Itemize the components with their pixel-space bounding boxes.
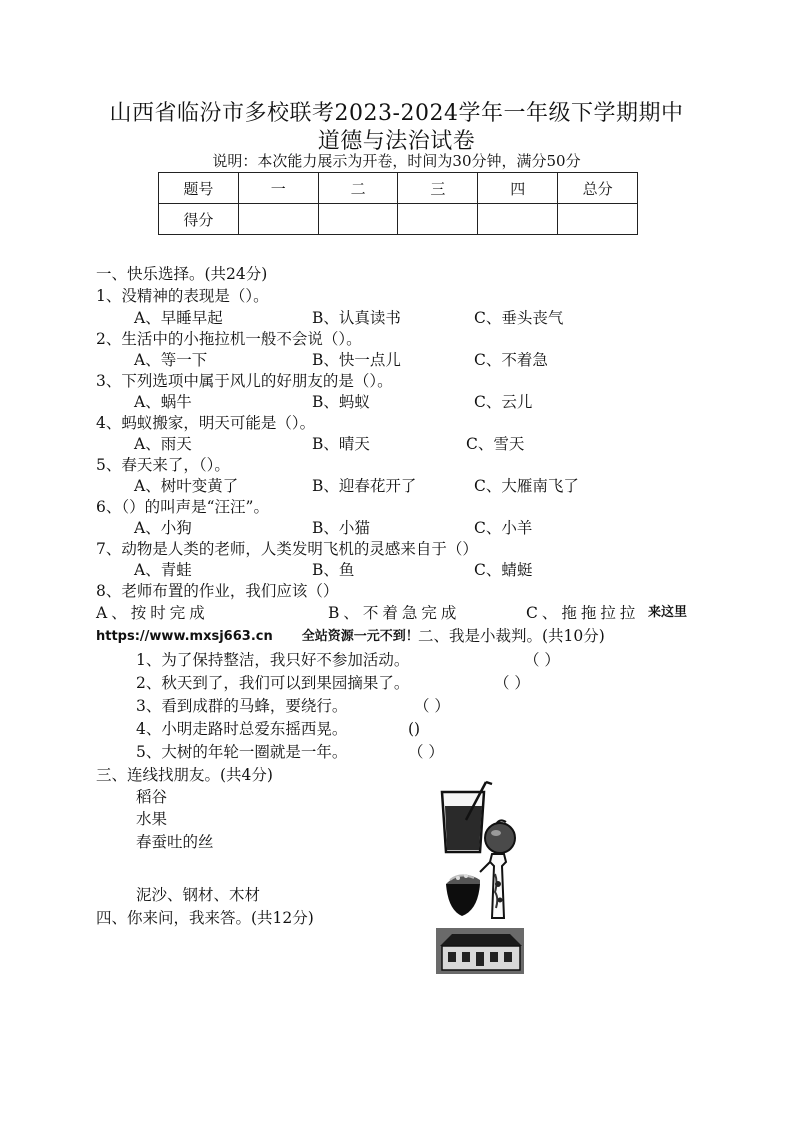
judge-bracket-4[interactable]: () <box>408 720 421 738</box>
option-8b[interactable]: B、不着急完成 <box>328 604 461 622</box>
silk-dress-icon[interactable] <box>478 852 518 922</box>
judge-item-2: 2、秋天到了，我们可以到果园摘果了。 <box>136 674 410 692</box>
option-1c[interactable]: C、垂头丧气 <box>474 309 564 327</box>
section1-heading: 一、快乐选择。(共24分) <box>96 265 268 283</box>
judge-bracket-2[interactable]: （ ） <box>494 674 530 692</box>
option-2c[interactable]: C、不着急 <box>474 351 548 369</box>
match-item-fruit[interactable]: 水果 <box>136 810 168 828</box>
option-4a[interactable]: A、雨天 <box>134 435 192 453</box>
option-8a[interactable]: A、按时完成 <box>96 604 209 622</box>
question-6: 6、（）的叫声是“汪汪”。 <box>96 498 269 516</box>
judge-item-1: 1、为了保持整洁，我只好不参加活动。 <box>136 651 410 669</box>
score-table-score-row <box>159 204 638 235</box>
section3-heading: 三、连线找朋友。(共4分) <box>96 766 273 784</box>
option-1b[interactable]: B、认真读书 <box>312 309 401 327</box>
section4-heading: 四、你来问，我来答。(共12分) <box>96 909 314 927</box>
option-4c[interactable]: C、雪天 <box>466 435 525 453</box>
question-2: 2、生活中的小拖拉机一般不会说（）。 <box>96 330 362 348</box>
score-table <box>158 172 638 235</box>
option-6a[interactable]: A、小狗 <box>134 519 192 537</box>
score-input-cell[interactable] <box>558 204 638 235</box>
judge-bracket-3[interactable]: （ ） <box>414 697 450 715</box>
watermark-slogan: 全站资源一元不到！ <box>301 629 419 644</box>
option-6c[interactable]: C、小羊 <box>474 519 533 537</box>
score-cell: 总分 <box>558 173 638 204</box>
section2-heading: 二、我是小裁判。(共10分) <box>418 627 605 645</box>
option-6b[interactable]: B、小猫 <box>312 519 370 537</box>
score-cell: 二 <box>318 173 398 204</box>
judge-item-5: 5、大树的年轮一圈就是一年。 <box>136 743 348 761</box>
score-input-cell[interactable] <box>478 204 558 235</box>
exam-title-line2: 道德与法治试卷 <box>317 129 476 154</box>
score-cell: 得分 <box>159 204 239 235</box>
exam-title-line1: 山西省临汾市多校联考2023-2024学年一年级下学期期中 <box>109 101 684 126</box>
option-4b[interactable]: B、晴天 <box>312 435 370 453</box>
juice-glass-icon[interactable] <box>436 780 518 856</box>
question-3: 3、下列选项中属于风儿的好朋友的是（）。 <box>96 372 393 390</box>
option-5a[interactable]: A、树叶变黄了 <box>134 477 239 495</box>
score-cell: 三 <box>398 173 478 204</box>
option-7b[interactable]: B、鱼 <box>312 561 355 579</box>
match-item-rice[interactable]: 稻谷 <box>136 788 168 806</box>
judge-item-4: 4、小明走路时总爱东摇西晃。 <box>136 720 348 738</box>
match-item-silk[interactable]: 春蚕吐的丝 <box>136 833 214 851</box>
question-4: 4、蚂蚁搬家，明天可能是（）。 <box>96 414 316 432</box>
question-7: 7、动物是人类的老师，人类发明飞机的灵感来自于（） <box>96 540 478 558</box>
question-8: 8、老师布置的作业，我们应该（） <box>96 582 339 600</box>
question-1: 1、没精神的表现是（）。 <box>96 287 269 305</box>
exam-note: 说明：本次能力展示为开卷，时间为30分钟，满分50分 <box>212 152 581 170</box>
house-icon[interactable] <box>436 928 524 974</box>
judge-item-3: 3、看到成群的马蜂，要绕行。 <box>136 697 348 715</box>
watermark-url[interactable]: https://www.mxsj663.cn <box>96 629 273 644</box>
option-5b[interactable]: B、迎春花开了 <box>312 477 417 495</box>
option-7c[interactable]: C、蜻蜓 <box>474 561 533 579</box>
score-cell: 一 <box>238 173 318 204</box>
score-input-cell[interactable] <box>238 204 318 235</box>
option-3a[interactable]: A、蜗牛 <box>134 393 192 411</box>
option-5c[interactable]: C、大雁南飞了 <box>474 477 579 495</box>
watermark-line <box>96 627 419 647</box>
option-8c[interactable]: C、拖拖拉拉 <box>526 604 640 622</box>
option-7a[interactable]: A、青蛙 <box>134 561 192 579</box>
option-3b[interactable]: B、蚂蚁 <box>312 393 370 411</box>
score-cell: 四 <box>478 173 558 204</box>
option-2b[interactable]: B、快一点儿 <box>312 351 401 369</box>
score-table-header-row <box>159 173 638 204</box>
question-5: 5、春天来了，（）。 <box>96 456 230 474</box>
judge-bracket-5[interactable]: （ ） <box>408 743 444 761</box>
q8-tail-text: 来这里 <box>648 605 688 620</box>
option-3c[interactable]: C、云儿 <box>474 393 533 411</box>
option-2a[interactable]: A、等一下 <box>134 351 208 369</box>
score-input-cell[interactable] <box>398 204 478 235</box>
judge-bracket-1[interactable]: （ ） <box>524 651 560 669</box>
match-item-materials[interactable]: 泥沙、钢材、木材 <box>136 886 261 904</box>
score-cell: 题号 <box>159 173 239 204</box>
score-input-cell[interactable] <box>318 204 398 235</box>
option-1a[interactable]: A、早睡早起 <box>134 309 223 327</box>
